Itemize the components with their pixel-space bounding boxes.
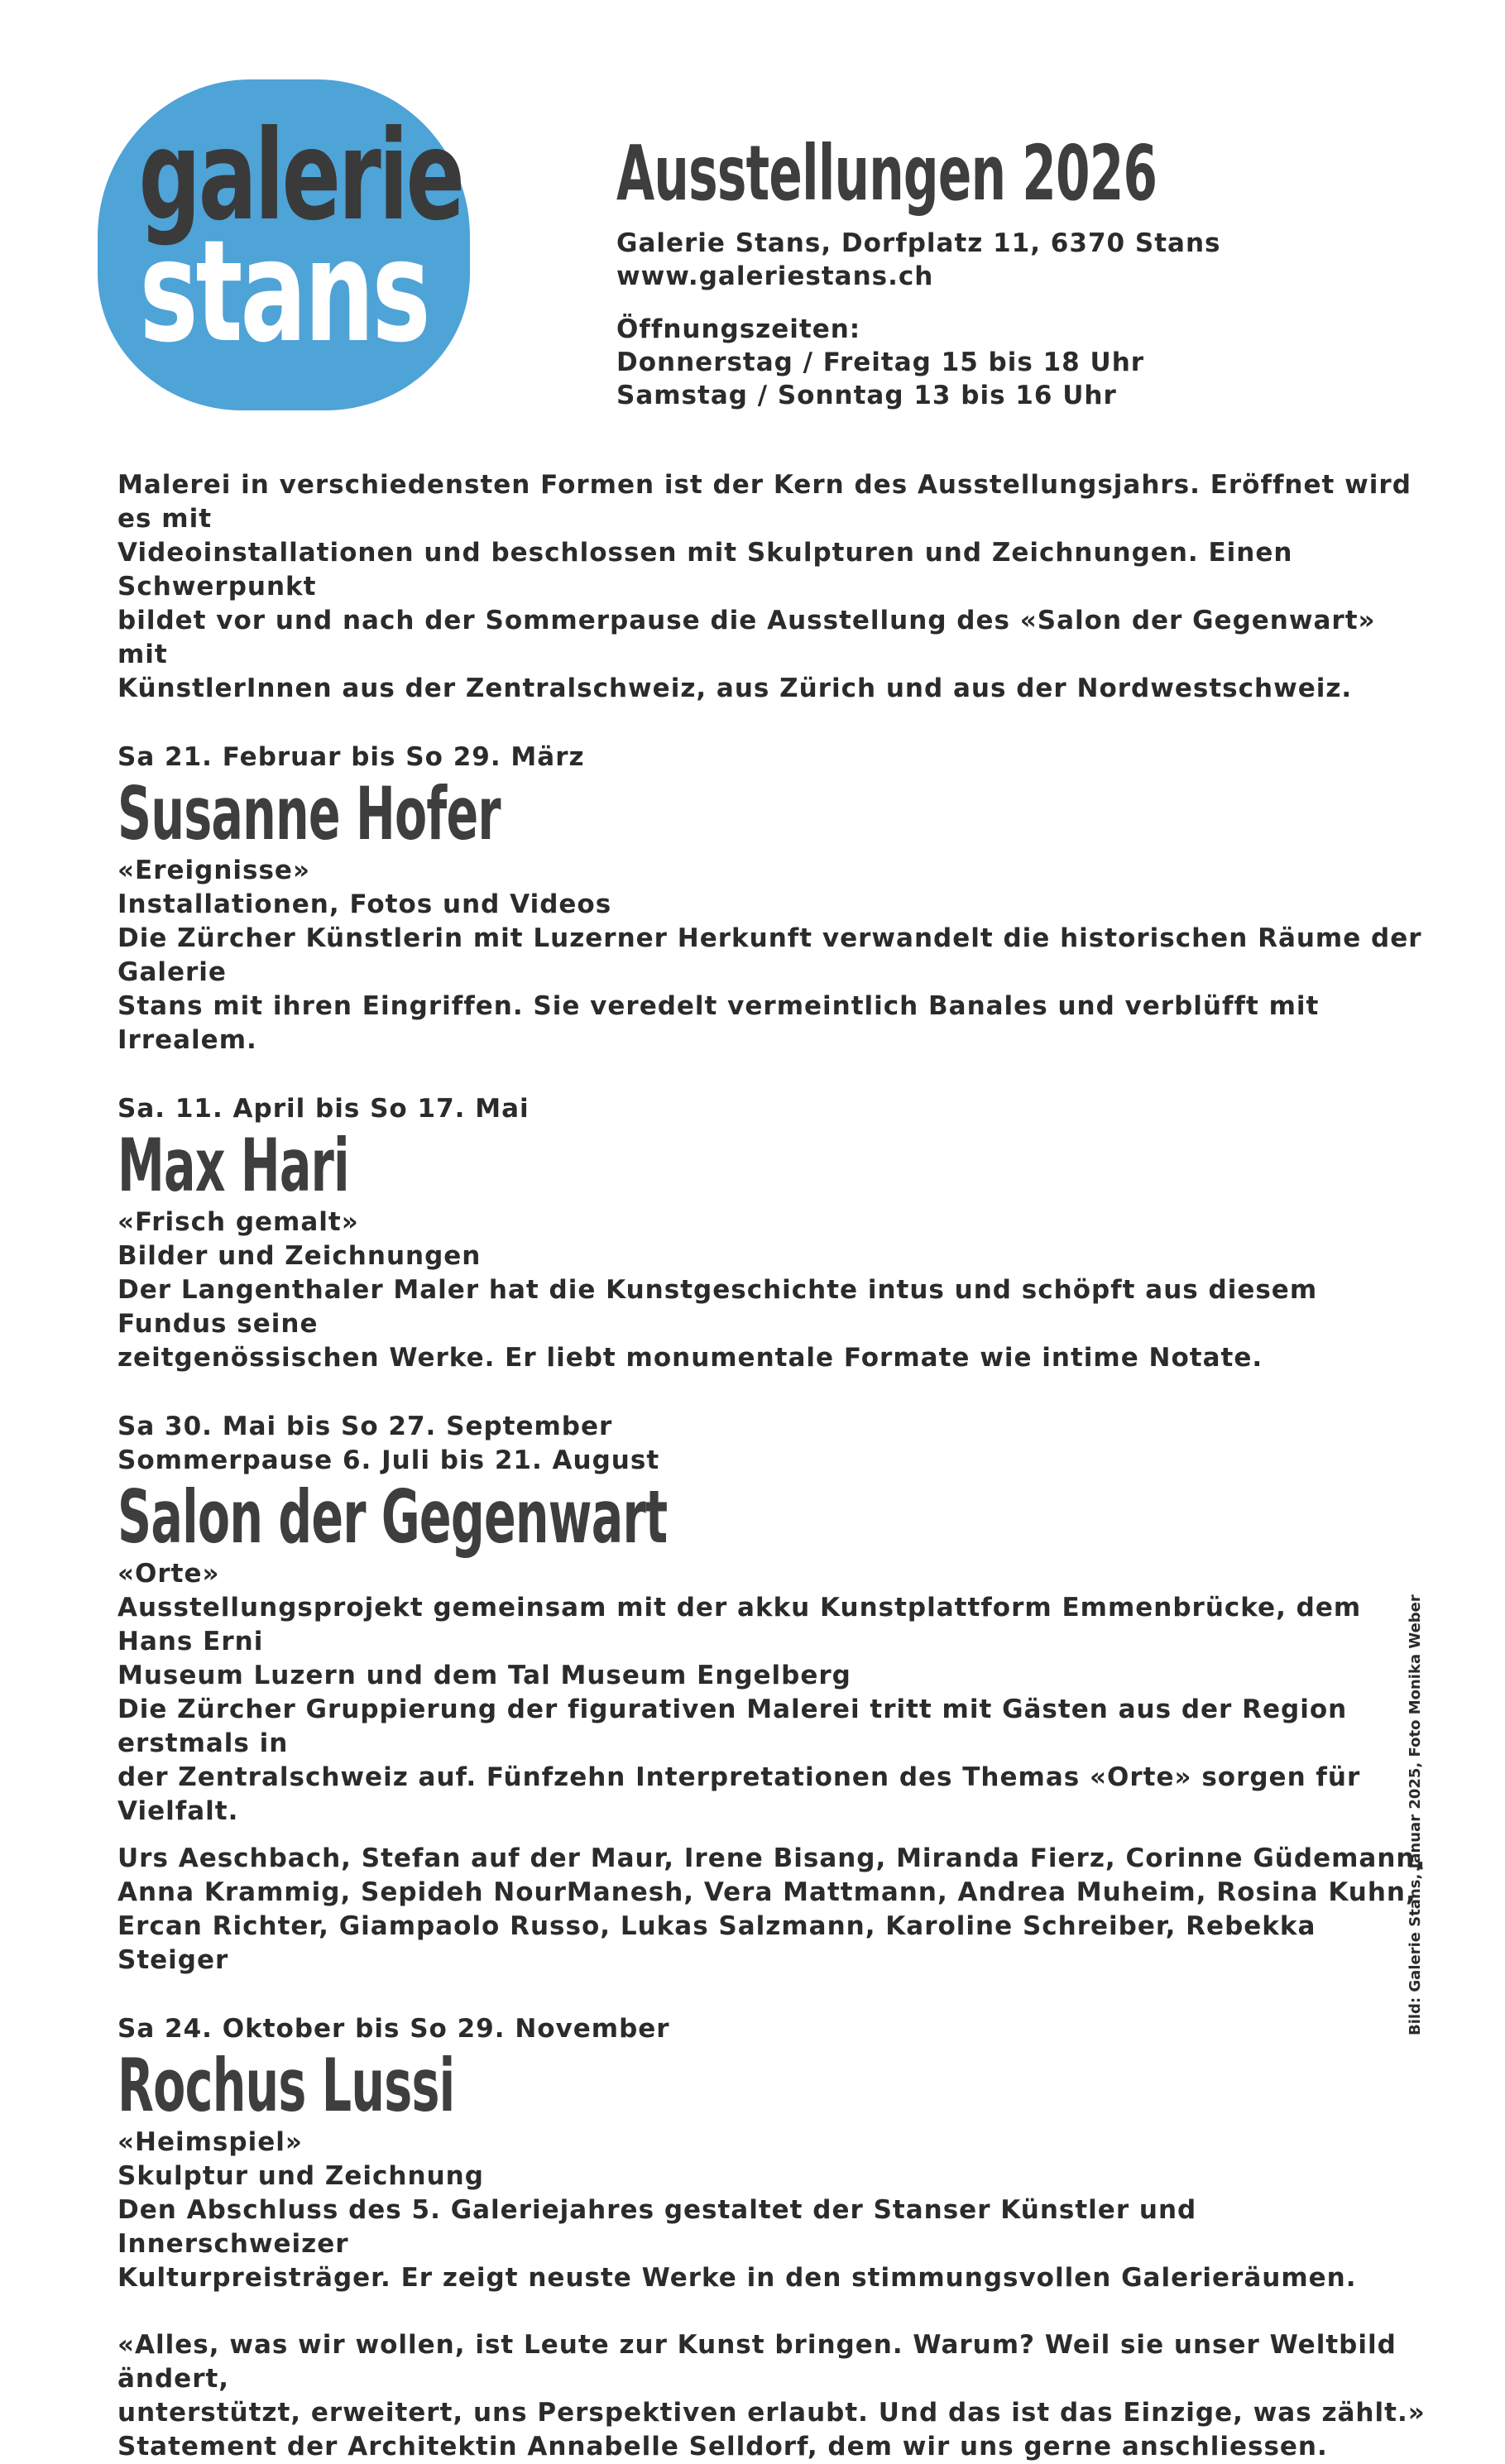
galerie-stans-logo <box>98 79 470 410</box>
exhibition-date: Sa. 11. April bis So 17. Mai <box>117 1094 530 1124</box>
exhibition-title: «Orte» <box>117 1559 220 1589</box>
participant-names <box>117 1842 1433 1977</box>
exhibition-max-hari <box>117 1092 1433 1375</box>
exhibition-details <box>117 1206 1433 1375</box>
intro-line: KünstlerInnen aus der Zentralschweiz, aus Zürich und aus der Nordwestschweiz. <box>117 674 1353 703</box>
exhibition-date: Sa 21. Februar bis So 29. März <box>117 742 585 772</box>
exhibition-salon-der-gegenwart <box>117 1410 1433 1977</box>
exhibition-artist: Susanne Hofer <box>117 771 501 856</box>
exhibition-desc-line: Stans mit ihren Eingriffen. Sie veredelt vermeintlich Banales und verblüfft mit Irrealem. <box>117 991 1320 1055</box>
exhibition-title: «Ereignisse» <box>117 856 310 885</box>
main-content <box>117 468 1433 2464</box>
exhibition-desc-line: Die Zürcher Gruppierung der figurativen Malerei tritt mit Gästen aus der Region erstmals in <box>117 1695 1348 1758</box>
opening-hours-label: Öffnungszeiten: <box>616 314 861 344</box>
contact-block <box>616 227 1444 293</box>
exhibition-medium: Ausstellungsprojekt gemeinsam mit der akku Kunstplattform Emmenbrücke, dem Hans Erni <box>117 1593 1362 1656</box>
exhibition-desc-line: zeitgenössischen Werke. Er liebt monumentale Formate wie intime Notate. <box>117 1343 1263 1373</box>
opening-hours-line: Samstag / Sonntag 13 bis 16 Uhr <box>616 381 1117 410</box>
logo-word-galerie: galerie <box>138 104 463 248</box>
exhibition-desc-line: Den Abschluss des 5. Galeriejahres gestaltet der Stanser Künstler und Innerschweizer <box>117 2195 1197 2259</box>
quote-line: unterstützt, erweitert, uns Perspektiven erlaubt. Und das ist das Einzige, was zählt.» <box>117 2398 1426 2428</box>
quote-line: «Alles, was wir wollen, ist Leute zur Kunst bringen. Warum? Weil sie unser Weltbild ändert, <box>117 2330 1397 2394</box>
opening-hours-line: Donnerstag / Freitag 15 bis 18 Uhr <box>616 348 1145 377</box>
page-title: Ausstellungen 2026 <box>616 129 1158 218</box>
exhibition-date: Sa 24. Oktober bis So 29. November <box>117 2014 670 2044</box>
exhibition-title: «Heimspiel» <box>117 2127 303 2157</box>
logo-word-stans: stans <box>139 210 429 374</box>
intro-paragraph <box>117 468 1433 706</box>
exhibition-desc-line: Der Langenthaler Maler hat die Kunstgeschichte intus und schöpft aus diesem Fundus seine <box>117 1275 1318 1339</box>
exhibition-title: «Frisch gemalt» <box>117 1207 359 1237</box>
exhibition-medium: Skulptur und Zeichnung <box>117 2161 484 2191</box>
image-credit: Bild: Galerie Stans, Januar 2025, Foto Monika Weber <box>1407 1594 1424 2035</box>
header <box>616 129 1444 412</box>
exhibition-artist: Salon der Gegenwart <box>117 1474 668 1560</box>
exhibition-medium: Installationen, Fotos und Videos <box>117 889 612 919</box>
website: www.galeriestans.ch <box>616 261 934 291</box>
exhibition-artist: Max Hari <box>117 1123 349 1208</box>
address: Galerie Stans, Dorfplatz 11, 6370 Stans <box>616 228 1221 258</box>
participant-line: Urs Aeschbach, Stefan auf der Maur, Irene Bisang, Miranda Fierz, Corinne Güdemann, <box>117 1843 1426 1873</box>
exhibition-details <box>117 2126 1433 2295</box>
exhibition-susanne-hofer <box>117 741 1433 1057</box>
quote-attribution: Statement der Architektin Annabelle Selldorf, dem wir uns gerne anschliessen. <box>117 2432 1328 2462</box>
exhibition-desc-line: der Zentralschweiz auf. Fünfzehn Interpretationen des Themas «Orte» sorgen für Vielfalt. <box>117 1762 1361 1826</box>
participant-line: Anna Krammig, Sepideh NourManesh, Vera Mattmann, Andrea Muheim, Rosina Kuhn, <box>117 1877 1416 1907</box>
exhibition-details <box>117 1557 1433 1829</box>
intro-line: Malerei in verschiedensten Formen ist der Kern des Ausstellungsjahrs. Eröffnet wird es mit <box>117 470 1412 534</box>
exhibition-desc-line: Kulturpreisträger. Er zeigt neuste Werke in den stimmungsvollen Galerieräumen. <box>117 2263 1357 2293</box>
exhibition-date: Sa 30. Mai bis So 27. September <box>117 1412 613 1441</box>
summer-break-date: Sommerpause 6. Juli bis 21. August <box>117 1445 660 1475</box>
intro-line: bildet vor und nach der Sommerpause die Ausstellung des «Salon der Gegenwart» mit <box>117 606 1376 669</box>
intro-line: Videoinstallationen und beschlossen mit Skulpturen und Zeichnungen. Einen Schwerpunkt <box>117 538 1293 602</box>
participant-line: Ercan Richter, Giampaolo Russo, Lukas Salzmann, Karoline Schreiber, Rebekka Steiger <box>117 1911 1316 1975</box>
exhibition-rochus-lussi <box>117 2012 1433 2295</box>
exhibition-desc-line: Die Zürcher Künstlerin mit Luzerner Herkunft verwandelt die historischen Räume der Galerie <box>117 923 1422 987</box>
exhibition-artist: Rochus Lussi <box>117 2043 455 2128</box>
exhibition-medium: Bilder und Zeichnungen <box>117 1241 482 1271</box>
exhibition-medium: Museum Luzern und dem Tal Museum Engelberg <box>117 1661 851 1690</box>
exhibition-details <box>117 854 1433 1057</box>
opening-hours <box>616 313 1444 412</box>
closing-quote <box>117 2328 1433 2464</box>
